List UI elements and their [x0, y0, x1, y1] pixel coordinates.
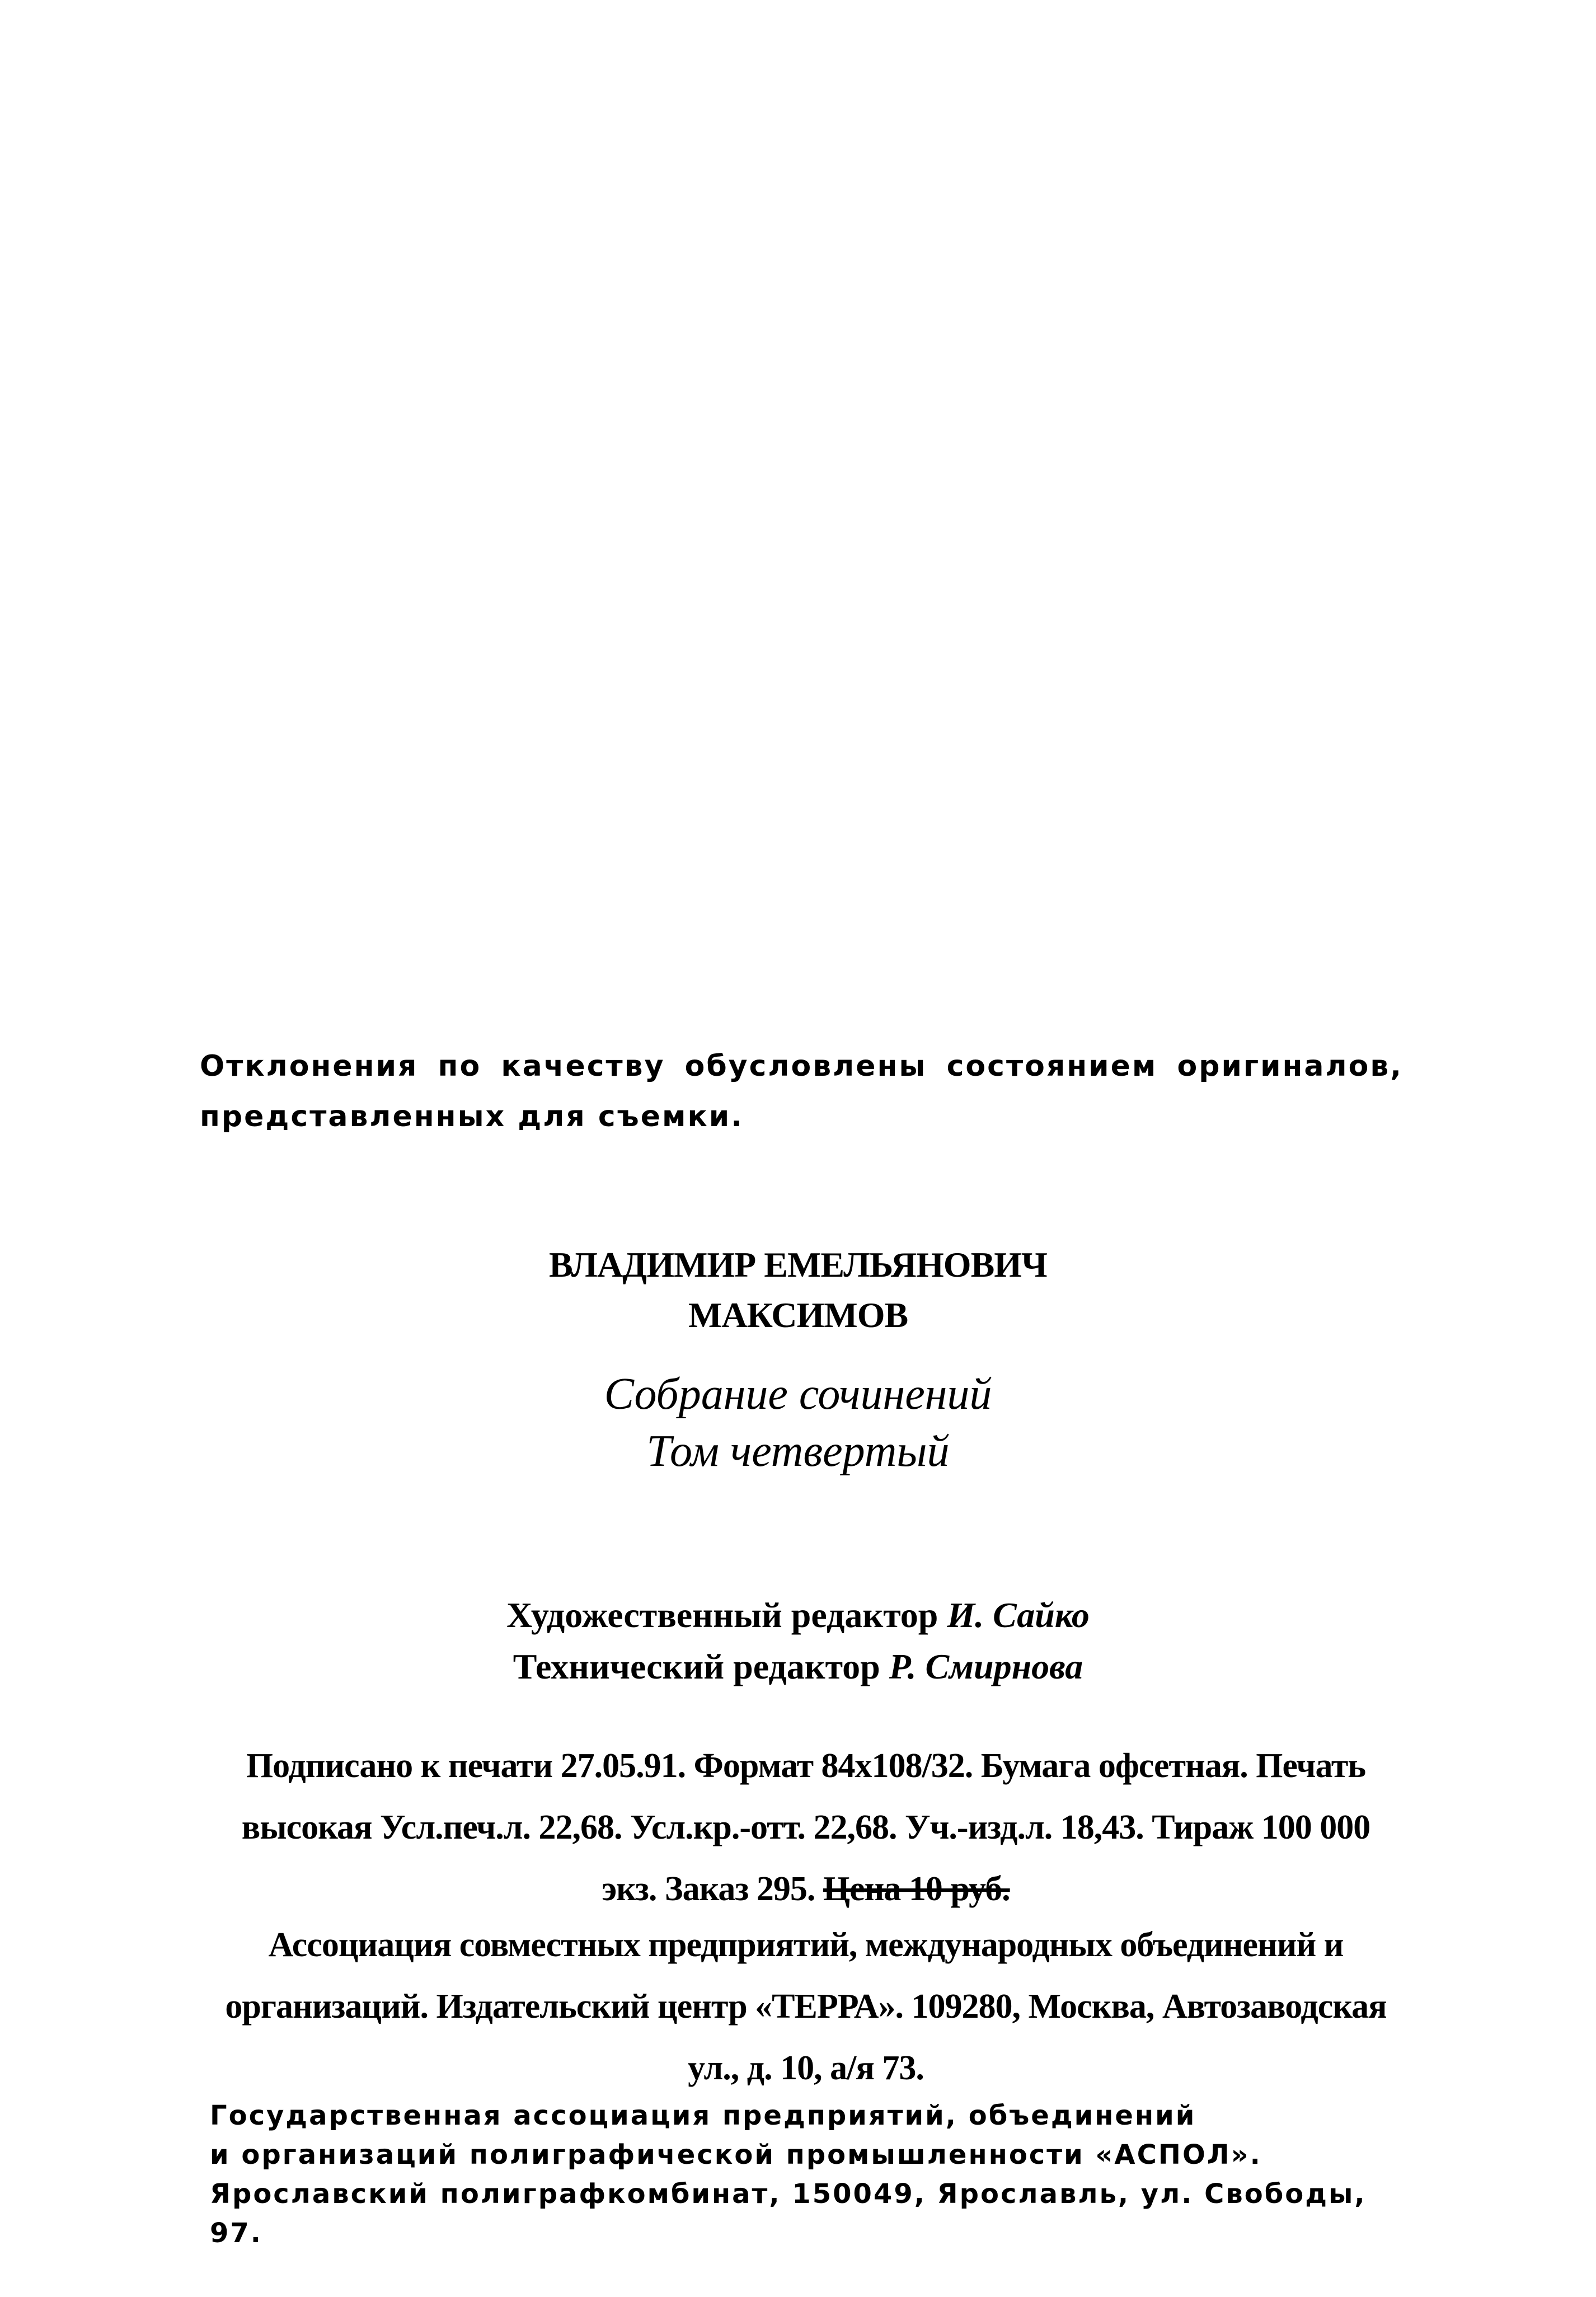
print-details-line-2: высокая Усл.печ.л. 22,68. Усл.кр.-отт. 22,68. Уч.-изд.л. 18,43. Тираж 100 000 — [241, 1808, 1370, 1846]
publisher-line-1: Ассоциация совместных предприятий, международных объединений и — [268, 1926, 1344, 1964]
struck-price: Цена 10 руб. — [823, 1870, 1010, 1908]
tech-editor-credit — [0, 1641, 1596, 1693]
tech-editor-role: Технический редактор — [513, 1647, 880, 1686]
quality-notice-text: Отклонения по качеству обусловлены состоянием оригиналов, представленных для съемки. — [200, 1049, 1403, 1133]
printer-info — [210, 2096, 1413, 2253]
tech-editor-name: Р. Смирнова — [889, 1647, 1083, 1686]
art-editor-role: Художественный редактор — [506, 1595, 938, 1635]
print-details-line-1: Подписано к печати 27.05.91. Формат 84х108/32. Бумага офсетная. Печать — [246, 1747, 1366, 1785]
art-editor-name: И. Сайко — [947, 1595, 1090, 1635]
publisher-info — [185, 1914, 1427, 2099]
quality-notice — [200, 1041, 1403, 1142]
publisher-line-3: ул., д. 10, а/я 73. — [688, 2049, 924, 2087]
book-title-volume: Том четвертый — [646, 1427, 950, 1476]
print-details — [185, 1735, 1427, 1920]
book-title — [0, 1366, 1596, 1480]
publisher-line-2: организаций. Издательский центр «ТЕРРА». 109280, Москва, Автозаводская — [225, 1987, 1387, 2026]
book-title-series: Собрание сочинений — [604, 1370, 992, 1419]
printer-line-1: Государственная ассоциация предприятий, объединений — [210, 2100, 1196, 2131]
printer-line-2: и организаций полиграфической промышленности «АСПОЛ». — [210, 2139, 1262, 2171]
author-name — [0, 1240, 1596, 1340]
editors-credits — [0, 1590, 1596, 1693]
print-details-line-3 — [185, 1858, 1427, 1920]
order-number: экз. Заказ 295. — [602, 1870, 815, 1908]
printer-line-3: Ярославский полиграфкомбинат, 150049, Ярославль, ул. Свободы, 97. — [210, 2178, 1367, 2249]
author-surname: МАКСИМОВ — [688, 1295, 908, 1335]
art-editor-credit — [0, 1590, 1596, 1641]
author-first-names: ВЛАДИМИР ЕМЕЛЬЯНОВИЧ — [549, 1245, 1047, 1285]
